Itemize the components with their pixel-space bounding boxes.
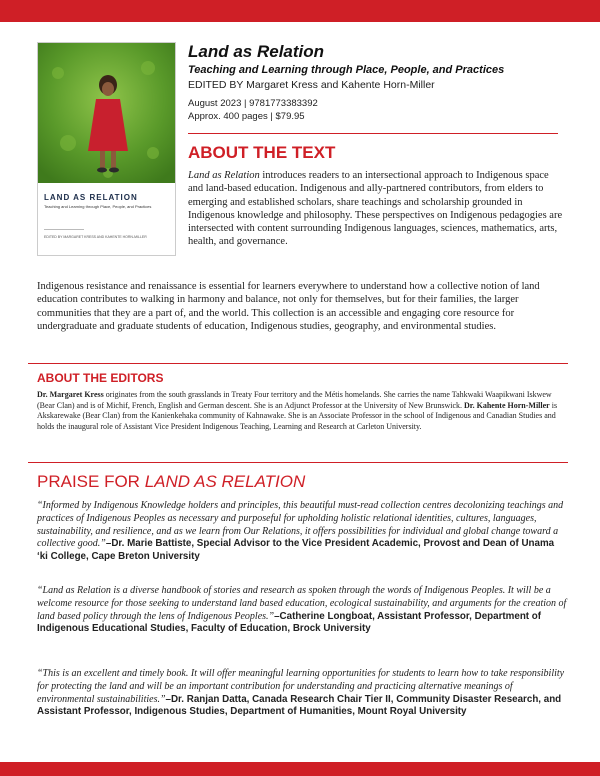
about-editors-heading: ABOUT THE EDITORS xyxy=(37,371,164,385)
paragraph-1-text: introduces readers to an intersectional approach to Indigenous space and land-based education. Indigenous and ally-partnered contributors, from elders to emerging and established scholars, share teachings and scholarship grounded in Indigenous knowledge and philosophy. These perspectives on Indigenous pedagogies are intersected with content surrounding Indigenous languages, sciences, mathematics, arts, health, and governance. xyxy=(188,170,563,248)
editor-name-2: Dr. Kahente Horn-Miller xyxy=(464,400,550,410)
cover-title: LAND AS RELATION xyxy=(44,193,138,202)
quote-attribution: –Dr. Ranjan Datta, Canada Research Chair Tier II, Community Disaster Research, and Assistant Professor, Indigenous Studies, Department of Humanities, Mount Royal University xyxy=(37,693,562,718)
quote-text: “This is an excellent and timely book. It will offer meaningful learning opportunities for students to learn how to take responsibility for protecting the land and will be an important contribution for understanding and practicing alternative meanings of environmental sustainabilities.” xyxy=(37,668,565,705)
bottom-accent-bar xyxy=(0,762,600,776)
book-subtitle: Teaching and Learning through Place, People, and Practices xyxy=(188,64,505,76)
praise-quote xyxy=(37,585,567,636)
divider xyxy=(28,363,568,364)
book-editors: EDITED BY Margaret Kress and Kahente Horn-Miller xyxy=(188,79,435,91)
quote-attribution: –Dr. Marie Battiste, Special Advisor to the Vice President Academic, Provost and Dean of Unama ‘ki College, Cape Breton University xyxy=(37,538,555,563)
quote-text: “Land as Relation is a diverse handbook of stories and research as spoken through the words of Indigenous Peoples. It will be a welcome resource for those seeking to understand land based education, ecological sustainability, and arguments for the creation of land based policy through the lens of Indigenous Peoples.” xyxy=(37,585,567,622)
quote-attribution: –Catherine Longboat, Assistant Professor, Department of Indigenous Educational Studies, Faculty of Education, Brock University xyxy=(37,610,542,635)
praise-heading xyxy=(37,472,305,492)
about-editors-paragraph xyxy=(37,390,565,432)
about-text-paragraph-2: Indigenous resistance and renaissance is essential for learners everywhere to understand how a collective notion of land education contributes to walking in harmony and balance, not only for themselves, but for their families, the larger communities that they are a part of, and the world. This collection is an accessible and engaging core resource for undergraduate and graduate students of education, Indigenous studies, geography, and environmental studies. xyxy=(37,281,540,332)
book-date-isbn: August 2023 | 9781773383392 xyxy=(188,98,318,109)
top-accent-bar xyxy=(0,0,600,22)
editor-bio-2: is Akskarewake (Bear Clan) from the Kanienkehaka community of Kahnawake. She is an Associate Professor in the school of Indigenous and Canadian Studies and holds the inaugural role of Assistant Vice President Indigenous Teaching, Learning and Research at Carleton University. xyxy=(37,400,558,431)
praise-quote xyxy=(37,668,567,719)
editor-bio-1: originates from the south grasslands in Treaty Four territory and the Métis homelands. She carries the name Tahkwaki Waapikwani Iskwew (Bear Clan) and is of Michif, French, English and German descent. She is an Adjunct Professor at the University of New Brunswick. xyxy=(37,390,552,410)
praise-heading-title: LAND AS RELATION xyxy=(144,472,306,491)
book-pages-price: Approx. 400 pages | $79.95 xyxy=(188,111,305,122)
about-text-paragraph-1 xyxy=(188,169,566,249)
divider xyxy=(28,462,568,463)
cover-editors: EDITED BY MARGARET KRESS AND KAHENTE HORN-MILLER xyxy=(44,235,147,239)
praise-heading-prefix: PRAISE FOR xyxy=(37,472,145,491)
cover-photo xyxy=(38,43,175,255)
book-title-inline: Land as Relation xyxy=(188,170,260,181)
book-cover-image xyxy=(37,42,176,256)
editor-name-1: Dr. Margaret Kress xyxy=(37,390,104,399)
about-text-heading: ABOUT THE TEXT xyxy=(188,143,336,162)
quote-text: “Informed by Indigenous Knowledge holders and principles, this beautiful must-read collection centres decolonizing teachings and practices of Indigenous Peoples as necessary and purposeful for upholding holistic relational identities, cultures, languages, sustainability, and resilience, and as we learn from Our Relations, it offers possibilities for individual and global change toward a collective good.” xyxy=(37,500,564,550)
divider xyxy=(188,133,558,134)
praise-quote xyxy=(37,500,567,564)
book-title: Land as Relation xyxy=(188,42,325,61)
cover-subtitle: Teaching and Learning through Place, People, and Practices xyxy=(44,204,152,209)
